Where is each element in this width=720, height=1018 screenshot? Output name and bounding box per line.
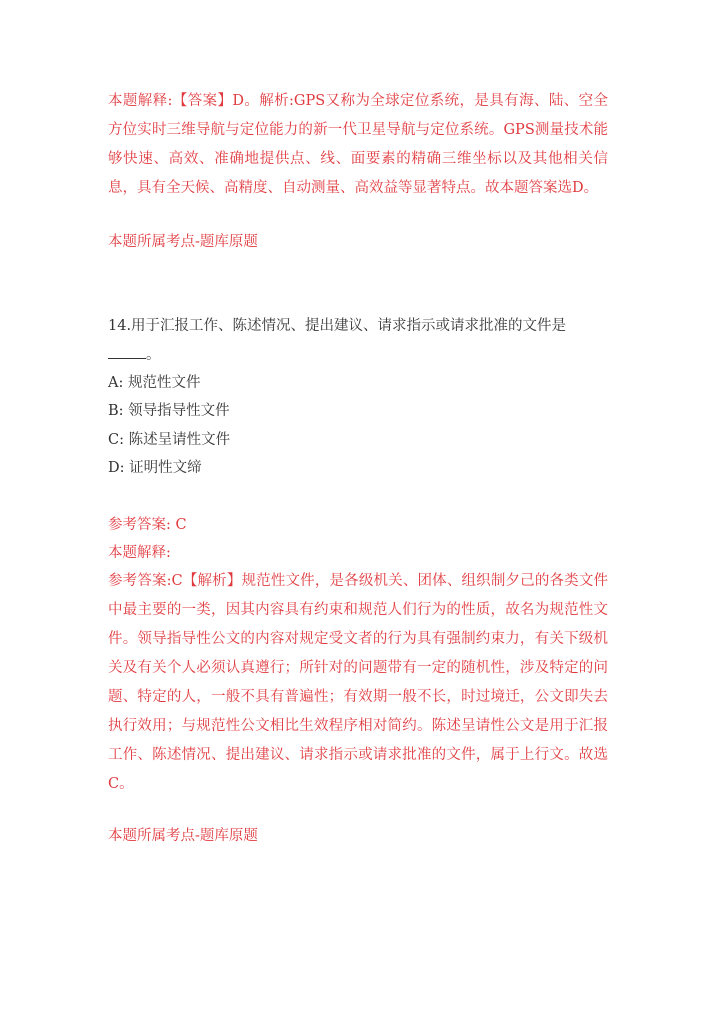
option-d: D: 证明性文缔 bbox=[108, 460, 202, 476]
answer-blank bbox=[108, 345, 146, 359]
question-stem bbox=[108, 316, 566, 336]
prev-explanation: 本题解释:【答案】D。解析:GPS又称为全球定位系统，是具有海、陆、空全方位实时三维导航与定位能力的新一代卫星导航与定位系统。GPS测量技术能够快速、高效、准确地提供点、线、面要素的精确三维坐标以及其他相关信息，具有全天候、高精度、自动测量、高效益等显著特点。故本题答案选D。 bbox=[108, 93, 608, 196]
option-c: C: 陈述呈请性文件 bbox=[108, 432, 231, 448]
question-stem-end: 。 bbox=[146, 347, 161, 363]
question-explanation: 参考答案:C【解析】规范性文件，是各级机关、团体、组织制夕己的各类文件中最主要的一类，因其内容具有约束和规范人们行为的性质，故名为规范性文件。领导指导性公文的内容对规定受文者的行为具有强制约束力，有关下级机关及有关个人必须认真遵行；所针对的问题带有一定的随机性，涉及特定的问题、特定的人，一般不具有普遍性；有效期一般不长，时过境迁，公文即失去执行效用；与规范性公文相比生效程序相对简约。陈述呈请性公文是用于汇报工作、陈述情况、提出建议、请求指示或请求批准的文件，属于上行文。故选C。 bbox=[108, 573, 608, 792]
explanation-label: 本题解释: bbox=[108, 545, 171, 561]
prev-topic: 本题所属考点-题库原题 bbox=[108, 234, 258, 250]
question-blank-line bbox=[108, 345, 161, 365]
option-b: B: 领导指导性文件 bbox=[108, 403, 230, 419]
question-stem-text: 14.用于汇报工作、陈述情况、提出建议、请求指示或请求批准的文件是 bbox=[108, 318, 567, 334]
question-topic: 本题所属考点-题库原题 bbox=[108, 828, 258, 844]
option-a: A: 规范性文件 bbox=[108, 375, 201, 391]
answer-line: 参考答案: C bbox=[108, 517, 187, 533]
